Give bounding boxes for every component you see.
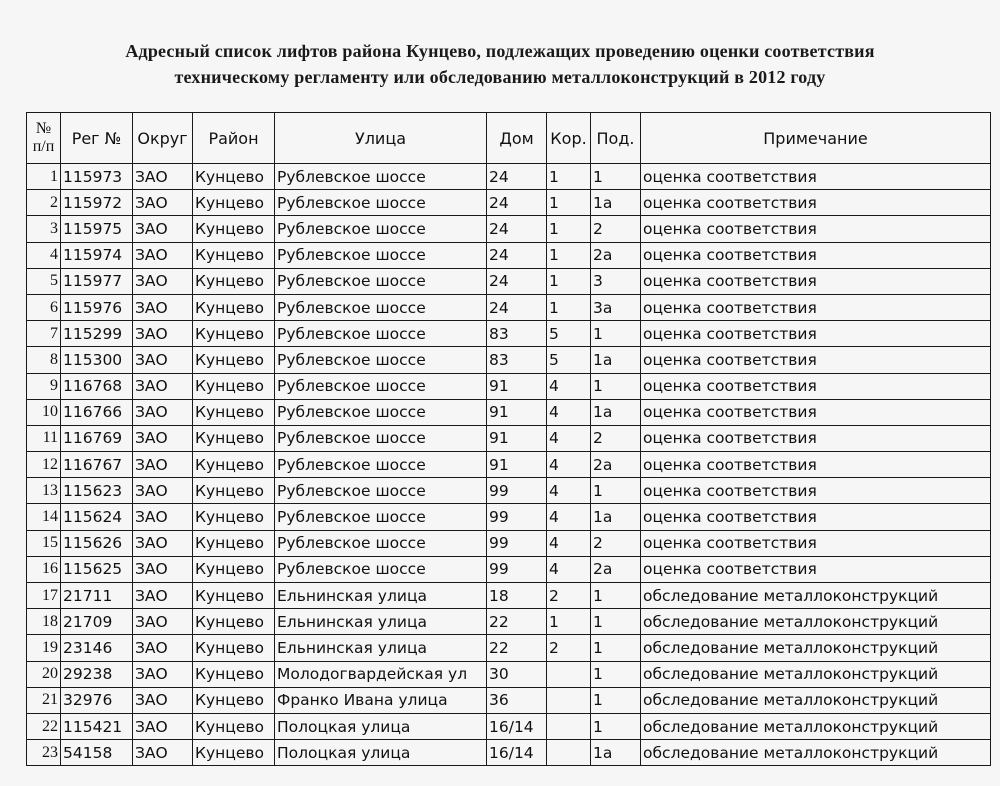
cell-korpus: 1: [547, 268, 591, 294]
cell-street: Рублевское шоссе: [275, 373, 487, 399]
table-row: [27, 347, 991, 373]
cell-num: 21: [27, 687, 61, 713]
header-street: Улица: [275, 113, 487, 164]
cell-okrug: ЗАО: [133, 713, 193, 739]
title-line-1: Адресный список лифтов района Кунцево, подлежащих проведению оценки соответствия: [125, 41, 875, 61]
cell-podezd: 2: [591, 425, 641, 451]
table-row: [27, 504, 991, 530]
cell-num: 23: [27, 740, 61, 766]
cell-note: оценка соответствия: [641, 268, 991, 294]
cell-street: Рублевское шоссе: [275, 321, 487, 347]
cell-podezd: 1: [591, 635, 641, 661]
cell-podezd: 1а: [591, 504, 641, 530]
cell-podezd: 2а: [591, 452, 641, 478]
cell-num: 17: [27, 583, 61, 609]
cell-okrug: ЗАО: [133, 452, 193, 478]
cell-rayon: Кунцево: [193, 294, 275, 320]
cell-rayon: Кунцево: [193, 583, 275, 609]
cell-podezd: 2: [591, 530, 641, 556]
cell-korpus: 5: [547, 321, 591, 347]
cell-reg: 116768: [61, 373, 133, 399]
header-reg: Рег №: [61, 113, 133, 164]
cell-okrug: ЗАО: [133, 321, 193, 347]
cell-num: 19: [27, 635, 61, 661]
cell-num: 18: [27, 609, 61, 635]
table-row: [27, 530, 991, 556]
cell-num: 2: [27, 190, 61, 216]
cell-podezd: 1: [591, 373, 641, 399]
cell-korpus: 4: [547, 373, 591, 399]
document-title: [60, 38, 940, 90]
cell-num: 10: [27, 399, 61, 425]
cell-korpus: [547, 661, 591, 687]
cell-street: Рублевское шоссе: [275, 504, 487, 530]
cell-street: Франко Ивана улица: [275, 687, 487, 713]
cell-street: Рублевское шоссе: [275, 530, 487, 556]
cell-rayon: Кунцево: [193, 713, 275, 739]
cell-note: обследование металлоконструкций: [641, 661, 991, 687]
cell-okrug: ЗАО: [133, 399, 193, 425]
table-row: [27, 583, 991, 609]
cell-house: 83: [487, 321, 547, 347]
table-row: [27, 399, 991, 425]
cell-num: 1: [27, 164, 61, 190]
header-num: [27, 113, 61, 164]
cell-street: Рублевское шоссе: [275, 425, 487, 451]
cell-okrug: ЗАО: [133, 556, 193, 582]
cell-note: обследование металлоконструкций: [641, 635, 991, 661]
header-okrug: Округ: [133, 113, 193, 164]
cell-street: Ельнинская улица: [275, 583, 487, 609]
cell-street: Рублевское шоссе: [275, 478, 487, 504]
cell-reg: 115975: [61, 216, 133, 242]
cell-okrug: ЗАО: [133, 530, 193, 556]
cell-korpus: 4: [547, 425, 591, 451]
cell-podezd: 3а: [591, 294, 641, 320]
cell-street: Рублевское шоссе: [275, 242, 487, 268]
cell-street: Рублевское шоссе: [275, 452, 487, 478]
cell-okrug: ЗАО: [133, 164, 193, 190]
cell-street: Полоцкая улица: [275, 713, 487, 739]
cell-korpus: 4: [547, 556, 591, 582]
cell-num: 3: [27, 216, 61, 242]
cell-num: 16: [27, 556, 61, 582]
cell-korpus: [547, 687, 591, 713]
cell-okrug: ЗАО: [133, 740, 193, 766]
cell-podezd: 1а: [591, 347, 641, 373]
cell-house: 16/14: [487, 740, 547, 766]
cell-okrug: ЗАО: [133, 294, 193, 320]
cell-okrug: ЗАО: [133, 478, 193, 504]
header-house: Дом: [487, 113, 547, 164]
cell-num: 13: [27, 478, 61, 504]
cell-num: 22: [27, 713, 61, 739]
cell-house: 91: [487, 373, 547, 399]
cell-num: 11: [27, 425, 61, 451]
cell-note: оценка соответствия: [641, 425, 991, 451]
cell-reg: 115977: [61, 268, 133, 294]
cell-house: 18: [487, 583, 547, 609]
cell-house: 24: [487, 164, 547, 190]
cell-street: Рублевское шоссе: [275, 164, 487, 190]
cell-house: 99: [487, 504, 547, 530]
table-row: [27, 661, 991, 687]
cell-note: обследование металлоконструкций: [641, 609, 991, 635]
table-row: [27, 164, 991, 190]
cell-rayon: Кунцево: [193, 687, 275, 713]
cell-reg: 32976: [61, 687, 133, 713]
table-row: [27, 687, 991, 713]
cell-podezd: 1: [591, 583, 641, 609]
table-row: [27, 713, 991, 739]
table-row: [27, 740, 991, 766]
cell-korpus: 4: [547, 530, 591, 556]
cell-note: обследование металлоконструкций: [641, 687, 991, 713]
cell-podezd: 1а: [591, 399, 641, 425]
cell-okrug: ЗАО: [133, 373, 193, 399]
cell-okrug: ЗАО: [133, 583, 193, 609]
lifts-table: [26, 112, 991, 766]
cell-note: оценка соответствия: [641, 373, 991, 399]
cell-street: Рублевское шоссе: [275, 399, 487, 425]
cell-korpus: 1: [547, 294, 591, 320]
cell-note: обследование металлоконструкций: [641, 583, 991, 609]
cell-reg: 115973: [61, 164, 133, 190]
cell-korpus: 5: [547, 347, 591, 373]
cell-num: 12: [27, 452, 61, 478]
cell-rayon: Кунцево: [193, 164, 275, 190]
cell-note: оценка соответствия: [641, 478, 991, 504]
cell-okrug: ЗАО: [133, 661, 193, 687]
cell-rayon: Кунцево: [193, 216, 275, 242]
cell-street: Рублевское шоссе: [275, 216, 487, 242]
cell-num: 5: [27, 268, 61, 294]
cell-street: Рублевское шоссе: [275, 294, 487, 320]
cell-okrug: ЗАО: [133, 242, 193, 268]
cell-note: оценка соответствия: [641, 504, 991, 530]
cell-reg: 115623: [61, 478, 133, 504]
cell-rayon: Кунцево: [193, 425, 275, 451]
cell-rayon: Кунцево: [193, 556, 275, 582]
table-row: [27, 216, 991, 242]
cell-okrug: ЗАО: [133, 190, 193, 216]
header-rayon: Район: [193, 113, 275, 164]
cell-num: 20: [27, 661, 61, 687]
cell-rayon: Кунцево: [193, 321, 275, 347]
cell-rayon: Кунцево: [193, 347, 275, 373]
cell-podezd: 1а: [591, 190, 641, 216]
cell-korpus: 1: [547, 190, 591, 216]
cell-podezd: 2: [591, 216, 641, 242]
cell-note: оценка соответствия: [641, 556, 991, 582]
cell-house: 16/14: [487, 713, 547, 739]
cell-rayon: Кунцево: [193, 530, 275, 556]
cell-house: 91: [487, 452, 547, 478]
cell-reg: 115974: [61, 242, 133, 268]
cell-okrug: ЗАО: [133, 425, 193, 451]
cell-num: 15: [27, 530, 61, 556]
cell-house: 24: [487, 216, 547, 242]
cell-rayon: Кунцево: [193, 661, 275, 687]
cell-korpus: [547, 740, 591, 766]
cell-house: 36: [487, 687, 547, 713]
cell-podezd: 3: [591, 268, 641, 294]
cell-rayon: Кунцево: [193, 609, 275, 635]
cell-korpus: 4: [547, 452, 591, 478]
cell-reg: 115626: [61, 530, 133, 556]
cell-podezd: 1: [591, 713, 641, 739]
cell-street: Рублевское шоссе: [275, 190, 487, 216]
header-note: Примечание: [641, 113, 991, 164]
cell-house: 24: [487, 268, 547, 294]
table-row: [27, 294, 991, 320]
cell-korpus: 2: [547, 635, 591, 661]
cell-okrug: ЗАО: [133, 609, 193, 635]
cell-rayon: Кунцево: [193, 740, 275, 766]
cell-korpus: 4: [547, 478, 591, 504]
table-row: [27, 190, 991, 216]
cell-house: 24: [487, 190, 547, 216]
cell-podezd: 2а: [591, 242, 641, 268]
cell-reg: 116769: [61, 425, 133, 451]
cell-podezd: 1: [591, 609, 641, 635]
cell-korpus: 1: [547, 164, 591, 190]
cell-korpus: 2: [547, 583, 591, 609]
cell-street: Рублевское шоссе: [275, 347, 487, 373]
cell-reg: 115624: [61, 504, 133, 530]
table-row: [27, 425, 991, 451]
table-row: [27, 609, 991, 635]
table-row: [27, 452, 991, 478]
cell-korpus: [547, 713, 591, 739]
cell-korpus: 1: [547, 216, 591, 242]
cell-num: 14: [27, 504, 61, 530]
cell-num: 4: [27, 242, 61, 268]
cell-street: Полоцкая улица: [275, 740, 487, 766]
cell-reg: 115625: [61, 556, 133, 582]
header-num-line-1: №: [35, 120, 52, 137]
cell-rayon: Кунцево: [193, 190, 275, 216]
cell-note: оценка соответствия: [641, 321, 991, 347]
cell-podezd: 1: [591, 164, 641, 190]
table-body: [27, 164, 991, 766]
cell-reg: 115421: [61, 713, 133, 739]
cell-num: 7: [27, 321, 61, 347]
cell-note: оценка соответствия: [641, 530, 991, 556]
cell-rayon: Кунцево: [193, 268, 275, 294]
table-row: [27, 373, 991, 399]
cell-house: 99: [487, 556, 547, 582]
cell-podezd: 1: [591, 661, 641, 687]
cell-reg: 115300: [61, 347, 133, 373]
cell-rayon: Кунцево: [193, 242, 275, 268]
cell-note: оценка соответствия: [641, 347, 991, 373]
cell-note: оценка соответствия: [641, 190, 991, 216]
cell-house: 83: [487, 347, 547, 373]
table-header-row: [27, 113, 991, 164]
table-row: [27, 478, 991, 504]
cell-note: оценка соответствия: [641, 399, 991, 425]
cell-reg: 116767: [61, 452, 133, 478]
cell-note: оценка соответствия: [641, 216, 991, 242]
cell-korpus: 1: [547, 609, 591, 635]
cell-korpus: 4: [547, 504, 591, 530]
cell-reg: 23146: [61, 635, 133, 661]
cell-okrug: ЗАО: [133, 347, 193, 373]
cell-podezd: 1а: [591, 740, 641, 766]
cell-podezd: 1: [591, 478, 641, 504]
cell-reg: 29238: [61, 661, 133, 687]
cell-house: 24: [487, 242, 547, 268]
table-row: [27, 242, 991, 268]
cell-podezd: 1: [591, 321, 641, 347]
cell-korpus: 1: [547, 242, 591, 268]
cell-rayon: Кунцево: [193, 504, 275, 530]
cell-house: 24: [487, 294, 547, 320]
cell-rayon: Кунцево: [193, 635, 275, 661]
cell-reg: 115976: [61, 294, 133, 320]
cell-house: 91: [487, 425, 547, 451]
cell-rayon: Кунцево: [193, 452, 275, 478]
cell-reg: 54158: [61, 740, 133, 766]
table-row: [27, 321, 991, 347]
header-podezd: Под.: [591, 113, 641, 164]
cell-podezd: 2а: [591, 556, 641, 582]
cell-street: Рублевское шоссе: [275, 556, 487, 582]
cell-note: обследование металлоконструкций: [641, 740, 991, 766]
cell-house: 91: [487, 399, 547, 425]
cell-reg: 21709: [61, 609, 133, 635]
cell-note: оценка соответствия: [641, 164, 991, 190]
cell-okrug: ЗАО: [133, 635, 193, 661]
cell-rayon: Кунцево: [193, 373, 275, 399]
cell-reg: 21711: [61, 583, 133, 609]
cell-house: 22: [487, 635, 547, 661]
table-row: [27, 268, 991, 294]
cell-street: Ельнинская улица: [275, 609, 487, 635]
cell-num: 9: [27, 373, 61, 399]
cell-note: оценка соответствия: [641, 294, 991, 320]
cell-house: 22: [487, 609, 547, 635]
cell-num: 6: [27, 294, 61, 320]
table-row: [27, 556, 991, 582]
cell-street: Молодогвардейская ул: [275, 661, 487, 687]
cell-reg: 116766: [61, 399, 133, 425]
cell-okrug: ЗАО: [133, 268, 193, 294]
cell-note: обследование металлоконструкций: [641, 713, 991, 739]
cell-street: Рублевское шоссе: [275, 268, 487, 294]
cell-note: оценка соответствия: [641, 452, 991, 478]
cell-okrug: ЗАО: [133, 687, 193, 713]
cell-rayon: Кунцево: [193, 399, 275, 425]
cell-reg: 115972: [61, 190, 133, 216]
cell-rayon: Кунцево: [193, 478, 275, 504]
cell-reg: 115299: [61, 321, 133, 347]
title-line-2: техническому регламенту или обследованию металлоконструкций в 2012 году: [174, 67, 826, 87]
cell-podezd: 1: [591, 687, 641, 713]
header-num-line-2: п/п: [32, 138, 55, 155]
table-row: [27, 635, 991, 661]
cell-okrug: ЗАО: [133, 504, 193, 530]
cell-house: 30: [487, 661, 547, 687]
header-korpus: Кор.: [547, 113, 591, 164]
cell-okrug: ЗАО: [133, 216, 193, 242]
cell-house: 99: [487, 530, 547, 556]
cell-korpus: 4: [547, 399, 591, 425]
cell-note: оценка соответствия: [641, 242, 991, 268]
cell-street: Ельнинская улица: [275, 635, 487, 661]
cell-num: 8: [27, 347, 61, 373]
cell-house: 99: [487, 478, 547, 504]
